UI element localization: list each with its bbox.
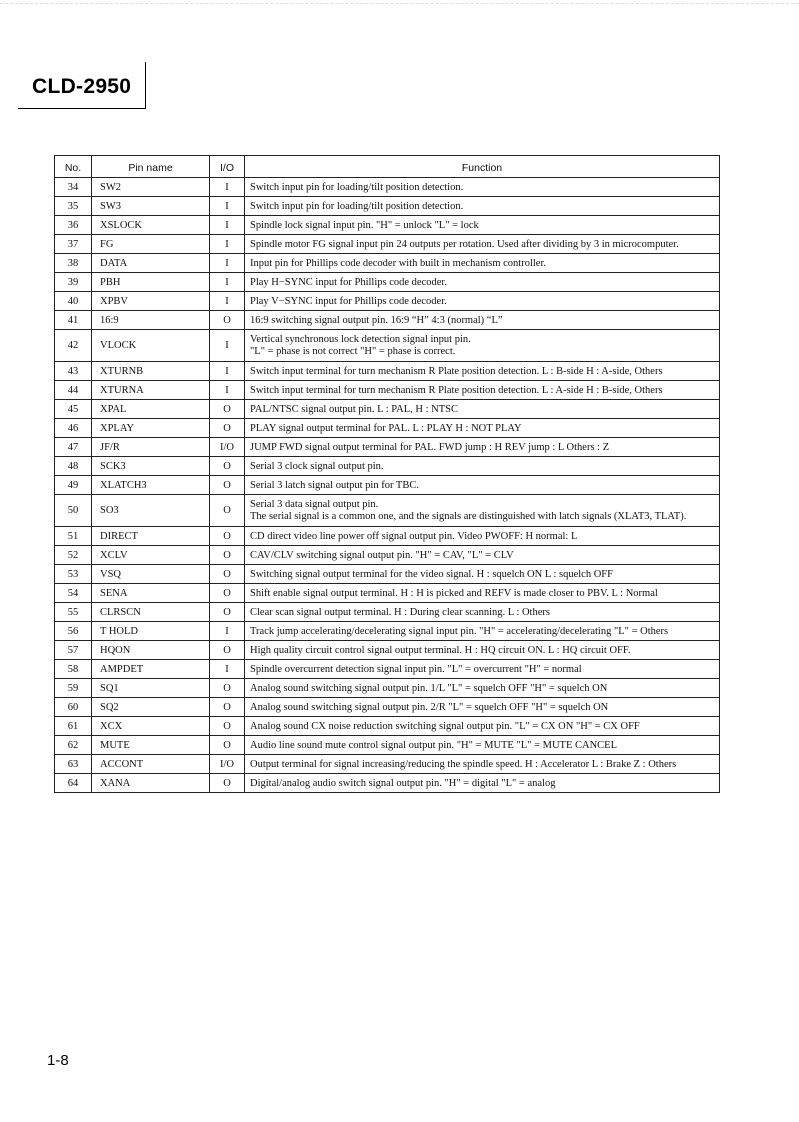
pin-name: 16:9 — [92, 311, 210, 330]
pin-number: 62 — [55, 736, 92, 755]
pin-function — [245, 641, 720, 660]
pin-io: I — [210, 216, 245, 235]
function-line: Vertical synchronous lock detection signal input pin. — [250, 334, 471, 345]
function-line: Shift enable signal output terminal. H : H is picked and REFV is made closer to PBV. L : Normal — [250, 587, 658, 599]
table-row — [55, 736, 720, 755]
pin-name: PBH — [92, 273, 210, 292]
pin-name: VLOCK — [92, 330, 210, 362]
pin-number: 56 — [55, 622, 92, 641]
table-row — [55, 622, 720, 641]
pin-name: HQON — [92, 641, 210, 660]
pin-function — [245, 235, 720, 254]
function-line: Spindle overcurrent detection signal input pin. "L" = overcurrent "H" = normal — [250, 663, 582, 675]
table-row — [55, 495, 720, 527]
function-line: Serial 3 clock signal output pin. — [250, 460, 384, 472]
function-line: CAV/CLV switching signal output pin. "H" = CAV, "L" = CLV — [250, 549, 514, 561]
function-line: High quality circuit control signal output terminal. H : HQ circuit ON. L : HQ circuit OFF. — [250, 644, 631, 656]
pin-number: 64 — [55, 774, 92, 793]
pin-function — [245, 717, 720, 736]
table-row — [55, 679, 720, 698]
pin-name: SW3 — [92, 197, 210, 216]
table-body — [55, 178, 720, 793]
pin-function — [245, 622, 720, 641]
pin-number: 51 — [55, 527, 92, 546]
pin-function — [245, 584, 720, 603]
function-line: Track jump accelerating/decelerating signal input pin. "H" = accelerating/decelerating "L" = Others — [250, 625, 669, 637]
pin-io: O — [210, 546, 245, 565]
pin-function — [245, 330, 720, 362]
header-underline — [18, 108, 146, 109]
pin-number: 50 — [55, 495, 92, 527]
table-row — [55, 457, 720, 476]
pin-function — [245, 774, 720, 793]
table-row — [55, 565, 720, 584]
function-line: Input pin for Phillips code decoder with built in mechanism controller. — [250, 257, 546, 269]
pin-number: 39 — [55, 273, 92, 292]
function-line: Spindle lock signal input pin. "H" = unlock "L" = lock — [250, 219, 479, 231]
pin-io: I — [210, 254, 245, 273]
table-row — [55, 717, 720, 736]
pin-io: O — [210, 717, 245, 736]
table-row — [55, 273, 720, 292]
pin-io: O — [210, 565, 245, 584]
table-row — [55, 197, 720, 216]
function-line: Analog sound CX noise reduction switching signal output pin. "L" = CX ON "H" = CX OFF — [250, 720, 640, 732]
table-row — [55, 476, 720, 495]
pin-number: 60 — [55, 698, 92, 717]
pin-number: 47 — [55, 438, 92, 457]
pin-number: 38 — [55, 254, 92, 273]
pin-function — [245, 273, 720, 292]
pin-function — [245, 197, 720, 216]
pin-function — [245, 660, 720, 679]
pin-io: O — [210, 495, 245, 527]
table-row — [55, 546, 720, 565]
table-row — [55, 362, 720, 381]
table-row — [55, 178, 720, 197]
pin-function — [245, 419, 720, 438]
pin-number: 55 — [55, 603, 92, 622]
top-dashed-rule — [0, 3, 799, 4]
column-header-no: No. — [55, 156, 92, 178]
pin-number: 54 — [55, 584, 92, 603]
function-line: Play H−SYNC input for Phillips code decoder. — [250, 276, 447, 288]
pin-number: 37 — [55, 235, 92, 254]
function-line: Digital/analog audio switch signal output pin. "H" = digital "L" = analog — [250, 777, 556, 789]
model-title: CLD-2950 — [32, 75, 132, 98]
function-line: Play V−SYNC input for Phillips code decoder. — [250, 295, 447, 307]
pin-name: ACCONT — [92, 755, 210, 774]
column-header-io: I/O — [210, 156, 245, 178]
pin-function — [245, 736, 720, 755]
function-line: Output terminal for signal increasing/reducing the spindle speed. H : Accelerator L : Brake Z : Others — [250, 758, 677, 770]
pin-name: AMPDET — [92, 660, 210, 679]
function-line: 16:9 switching signal output pin. 16:9 “H” 4:3 (normal) “L” — [250, 314, 503, 326]
table-row — [55, 254, 720, 273]
pin-io: O — [210, 698, 245, 717]
pin-function — [245, 495, 720, 527]
pin-number: 40 — [55, 292, 92, 311]
pin-number: 44 — [55, 381, 92, 400]
table-row — [55, 641, 720, 660]
table-row — [55, 774, 720, 793]
function-line: The serial signal is a common one, and the signals are distinguished with latch signals (XLAT3, TLAT). — [250, 511, 687, 522]
pin-number: 59 — [55, 679, 92, 698]
pin-function — [245, 311, 720, 330]
pin-function — [245, 603, 720, 622]
pin-function — [245, 381, 720, 400]
table-row — [55, 400, 720, 419]
pin-io: I — [210, 273, 245, 292]
pin-io: I — [210, 235, 245, 254]
header-divider — [145, 62, 146, 109]
pin-name: JF/R — [92, 438, 210, 457]
pin-function — [245, 216, 720, 235]
pin-function — [245, 698, 720, 717]
pin-io: O — [210, 679, 245, 698]
table-row — [55, 216, 720, 235]
pin-number: 46 — [55, 419, 92, 438]
pin-number: 41 — [55, 311, 92, 330]
pin-number: 61 — [55, 717, 92, 736]
function-line: Clear scan signal output terminal. H : During clear scanning. L : Others — [250, 606, 550, 618]
pin-name: DATA — [92, 254, 210, 273]
pin-io: I — [210, 292, 245, 311]
pin-number: 48 — [55, 457, 92, 476]
pin-number: 53 — [55, 565, 92, 584]
pin-io: I — [210, 660, 245, 679]
pin-io: O — [210, 584, 245, 603]
pin-name: SCK3 — [92, 457, 210, 476]
pin-io: O — [210, 641, 245, 660]
pin-io: O — [210, 603, 245, 622]
pin-io: O — [210, 527, 245, 546]
pin-number: 43 — [55, 362, 92, 381]
pin-io: O — [210, 400, 245, 419]
pin-function — [245, 565, 720, 584]
pin-function — [245, 476, 720, 495]
pin-function — [245, 457, 720, 476]
pin-name: XPBV — [92, 292, 210, 311]
function-line: Audio line sound mute control signal output pin. "H" = MUTE "L" = MUTE CANCEL — [250, 739, 618, 751]
pin-name: DIRECT — [92, 527, 210, 546]
table-row — [55, 603, 720, 622]
pin-function — [245, 679, 720, 698]
function-line: PAL/NTSC signal output pin. L : PAL, H : NTSC — [250, 403, 458, 415]
table-row — [55, 698, 720, 717]
function-line: Switch input pin for loading/tilt position detection. — [250, 200, 464, 212]
pin-name: XLATCH3 — [92, 476, 210, 495]
pin-number: 36 — [55, 216, 92, 235]
pin-number: 52 — [55, 546, 92, 565]
pin-io: I — [210, 362, 245, 381]
pin-function — [245, 527, 720, 546]
pin-name: XTURNB — [92, 362, 210, 381]
model-header — [18, 62, 146, 110]
pin-number: 63 — [55, 755, 92, 774]
pin-name: XTURNA — [92, 381, 210, 400]
pin-io: I — [210, 381, 245, 400]
function-line: JUMP FWD signal output terminal for PAL. FWD jump : H REV jump : L Others : Z — [250, 441, 610, 453]
pin-io: I — [210, 330, 245, 362]
function-line: Analog sound switching signal output pin. 1/L "L" = squelch OFF "H" = squelch ON — [250, 682, 608, 694]
table-row — [55, 330, 720, 362]
pin-name: SQ2 — [92, 698, 210, 717]
pin-number: 58 — [55, 660, 92, 679]
pin-name: T HOLD — [92, 622, 210, 641]
function-line: Analog sound switching signal output pin. 2/R "L" = squelch OFF "H" = squelch ON — [250, 701, 609, 713]
function-line: PLAY signal output terminal for PAL. L : PLAY H : NOT PLAY — [250, 422, 522, 434]
pin-io: I — [210, 197, 245, 216]
pin-function — [245, 400, 720, 419]
pin-function — [245, 254, 720, 273]
pin-io: O — [210, 774, 245, 793]
table-row — [55, 755, 720, 774]
function-line: Switch input terminal for turn mechanism R Plate position detection. L : A-side H : B-side, Others — [250, 384, 663, 396]
pin-name: FG — [92, 235, 210, 254]
pin-name: XPAL — [92, 400, 210, 419]
function-line: Switch input pin for loading/tilt position detection. — [250, 181, 464, 193]
pin-name: VSQ — [92, 565, 210, 584]
pin-number: 45 — [55, 400, 92, 419]
pin-io: I — [210, 622, 245, 641]
pin-io: I — [210, 178, 245, 197]
function-line: Serial 3 data signal output pin. — [250, 499, 379, 510]
table-row — [55, 584, 720, 603]
function-line: CD direct video line power off signal output pin. Video PWOFF: H normal: L — [250, 530, 578, 542]
table-row — [55, 660, 720, 679]
pin-name: XPLAY — [92, 419, 210, 438]
column-header-pin-name: Pin name — [92, 156, 210, 178]
pin-name: SO3 — [92, 495, 210, 527]
function-line: Serial 3 latch signal output pin for TBC. — [250, 479, 419, 491]
pin-function — [245, 755, 720, 774]
table-row — [55, 235, 720, 254]
pin-name: SQ1 — [92, 679, 210, 698]
table-row — [55, 419, 720, 438]
pin-function — [245, 546, 720, 565]
pin-name: XANA — [92, 774, 210, 793]
column-header-function: Function — [245, 156, 720, 178]
table-row — [55, 292, 720, 311]
pin-name: SW2 — [92, 178, 210, 197]
function-line: Switching signal output terminal for the video signal. H : squelch ON L : squelch OFF — [250, 568, 613, 580]
pin-function — [245, 362, 720, 381]
pin-number: 57 — [55, 641, 92, 660]
pin-io: I/O — [210, 438, 245, 457]
pin-io: O — [210, 476, 245, 495]
pin-io: O — [210, 311, 245, 330]
function-line: Switch input terminal for turn mechanism R Plate position detection. L : B-side H : A-side, Others — [250, 365, 663, 377]
pin-function — [245, 178, 720, 197]
pin-io: I/O — [210, 755, 245, 774]
pin-function-table — [54, 155, 720, 793]
pin-io: O — [210, 419, 245, 438]
pin-io: O — [210, 457, 245, 476]
table-row — [55, 311, 720, 330]
pin-name: CLRSCN — [92, 603, 210, 622]
pin-io: O — [210, 736, 245, 755]
function-line: Spindle motor FG signal input pin 24 outputs per rotation. Used after dividing by 3 in microcomputer. — [250, 238, 679, 250]
pin-name: MUTE — [92, 736, 210, 755]
pin-name: XCX — [92, 717, 210, 736]
function-line: "L" = phase is not correct "H" = phase is correct. — [250, 346, 456, 357]
pin-name: SENA — [92, 584, 210, 603]
page-number: 1-8 — [47, 1052, 69, 1069]
table-row — [55, 381, 720, 400]
table-row — [55, 438, 720, 457]
table-row — [55, 527, 720, 546]
pin-number: 35 — [55, 197, 92, 216]
pin-number: 34 — [55, 178, 92, 197]
pin-number: 49 — [55, 476, 92, 495]
pin-function — [245, 438, 720, 457]
pin-name: XSLOCK — [92, 216, 210, 235]
pin-number: 42 — [55, 330, 92, 362]
pin-function — [245, 292, 720, 311]
table-header-row — [55, 156, 720, 178]
pin-name: XCLV — [92, 546, 210, 565]
